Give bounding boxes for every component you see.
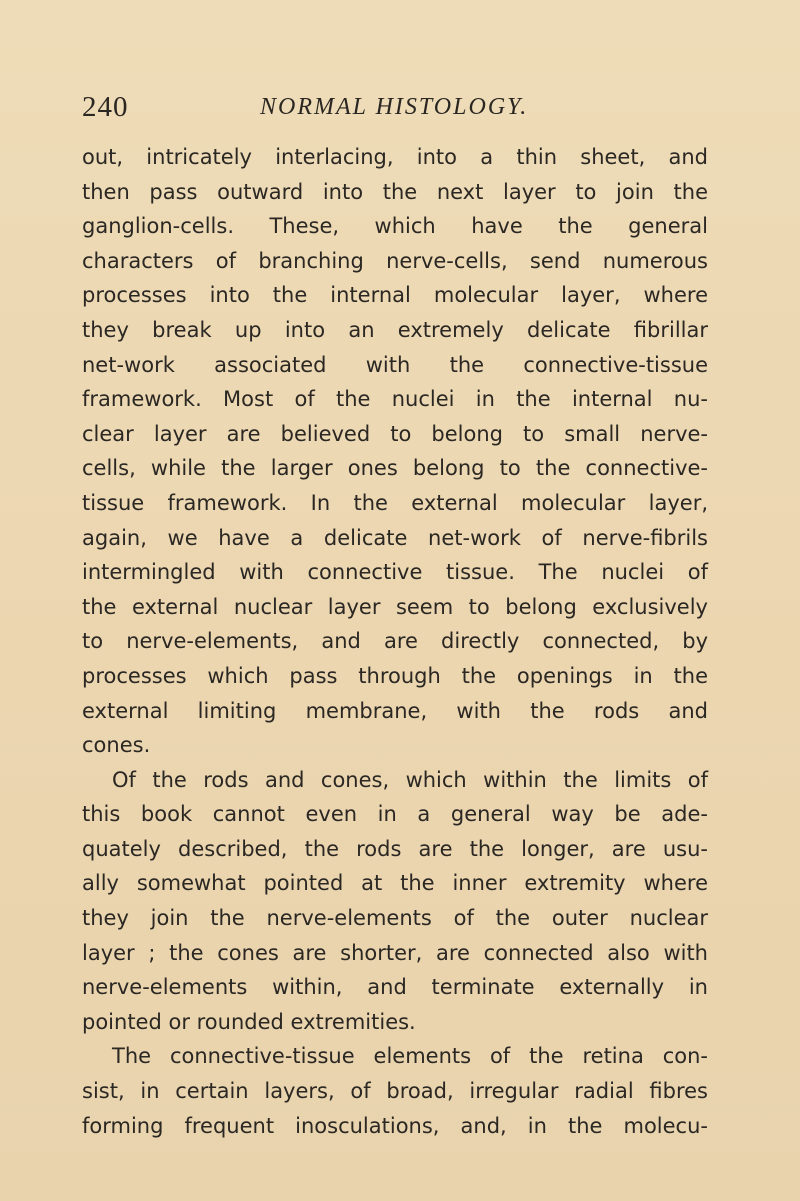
running-head [82, 90, 708, 124]
text-line: characters of branching nerve-cells, send numerous [82, 248, 708, 273]
text-line: ganglion-cells. These, which have the general [82, 214, 708, 239]
text-line: the external nuclear layer seem to belong exclusively [82, 594, 708, 619]
text-line: pointed or rounded extremities. [82, 1009, 416, 1034]
text-line: sist, in certain layers, of broad, irregular radial fibres [82, 1079, 708, 1104]
paragraph-start-line: The connective-tissue elements of the retina con- [112, 1044, 708, 1069]
text-line: external limiting membrane, with the rods and [82, 698, 708, 723]
text-line: layer ; the cones are shorter, are connected also with [82, 940, 708, 965]
text-line: cells, while the larger ones belong to the connective- [82, 456, 708, 481]
text-line: again, we have a delicate net-work of nerve-fibrils [82, 525, 708, 550]
body-text [82, 140, 708, 1143]
text-line: quately described, the rods are the longer, are usu- [82, 836, 708, 861]
text-line: forming frequent inosculations, and, in the molecu- [82, 1113, 708, 1138]
paragraph-start-line: Of the rods and cones, which within the limits of [112, 767, 708, 792]
text-line: framework. Most of the nuclei in the internal nu- [82, 387, 708, 412]
text-line: to nerve-elements, and are directly connected, by [82, 629, 708, 654]
text-line: they break up into an extremely delicate fibrillar [82, 317, 708, 342]
text-line: out, intricately interlacing, into a thin sheet, and [82, 145, 708, 169]
text-line: this book cannot even in a general way be ade- [82, 802, 708, 827]
text-line: ally somewhat pointed at the inner extremity where [82, 871, 708, 896]
text-line: tissue framework. In the external molecular layer, [82, 490, 708, 515]
text-line: processes into the internal molecular layer, where [82, 283, 708, 308]
text-line: net-work associated with the connective-tissue [82, 352, 708, 377]
text-line: cones. [82, 733, 151, 758]
text-line: clear layer are believed to belong to small nerve- [82, 421, 708, 446]
text-line: intermingled with connective tissue. The nuclei of [82, 560, 708, 585]
text-line: nerve-elements within, and terminate externally in [82, 975, 708, 1000]
text-line: processes which pass through the openings in the [82, 663, 708, 688]
page-number: 240 [82, 91, 129, 123]
running-title: NORMAL HISTOLOGY. [260, 94, 529, 120]
text-line: then pass outward into the next layer to join the [82, 179, 708, 204]
text-line: they join the nerve-elements of the outer nuclear [82, 906, 708, 931]
